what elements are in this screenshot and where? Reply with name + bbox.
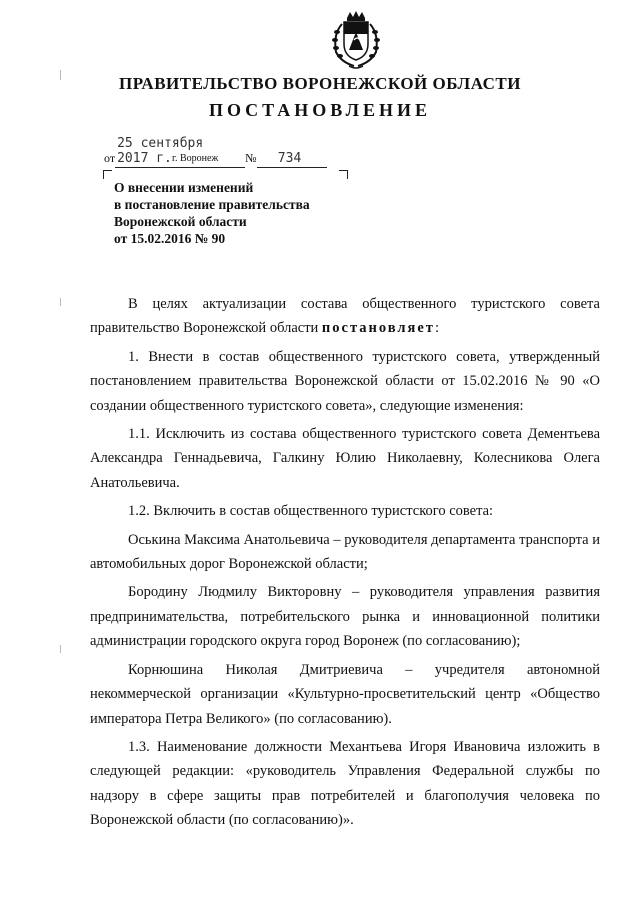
body-paragraph: 1.2. Включить в состав общественного туристского совета: bbox=[128, 503, 494, 520]
date-label: от bbox=[104, 151, 116, 165]
subject-corner-left bbox=[103, 170, 112, 179]
scan-artifact bbox=[60, 645, 61, 653]
number-label: № bbox=[245, 151, 257, 165]
body-paragraph: Корнюшина Николая Дмитриевича – учредителя автономной некоммерческой организации «Культурно-просветительский центр «Общество императора Петра Великого» (по согласованию). bbox=[90, 661, 600, 727]
intro-text: В целях актуализации состава общественного туристского совета правительство Воронежской области bbox=[90, 296, 600, 337]
subject-corner-right bbox=[339, 170, 348, 179]
scan-artifact bbox=[60, 70, 61, 80]
subject-line: О внесении изменений bbox=[114, 180, 254, 195]
body-paragraph: Оськина Максима Анатольевича – руководителя департамента транспорта и автомобильных дорог Воронежской области; bbox=[90, 531, 600, 573]
subject-line: Воронежской области bbox=[114, 214, 247, 229]
body-paragraph: 1.3. Наименование должности Механтьева Игоря Ивановича изложить в следующей редакции: «руководитель Управления Федеральной службы по надзору в сфере защиты прав потребителей и благополучия человека по Воронежской области (по согласованию)». bbox=[90, 738, 600, 829]
subject-line: от 15.02.2016 № 90 bbox=[114, 231, 226, 246]
document-subject bbox=[114, 179, 354, 247]
body-paragraph: 1. Внести в состав общественного туристского совета, утвержденный постановлением правительства Воронежской области от 15.02.2016 № 90 «О создании общественного туристского совета», следующие изменения: bbox=[90, 348, 600, 414]
body-paragraph: Бородину Людмилу Викторовну – руководителя управления развития предпринимательства, потребительского рынка и инновационной политики администрации городского округа город Воронеж (по согласованию); bbox=[90, 584, 600, 650]
government-title: ПРАВИТЕЛЬСТВО ВОРОНЕЖСКОЙ ОБЛАСТИ bbox=[118, 74, 521, 93]
intro-end: : bbox=[434, 320, 439, 337]
document-type-heading: ПОСТАНОВЛЕНИЕ bbox=[208, 100, 432, 120]
document-date: 25 сентября 2017 г. bbox=[115, 136, 245, 168]
intro-paragraph bbox=[90, 292, 600, 341]
document-body bbox=[90, 292, 600, 837]
document-number: 734 bbox=[257, 151, 327, 168]
city-label: г. Воронеж bbox=[172, 153, 219, 164]
body-paragraph: 1.1. Исключить из состава общественного туристского совета Дементьева Александра Геннадьевича, Галкину Юлию Николаевну, Колесникова Олега Анатольевича. bbox=[90, 426, 600, 491]
coat-of-arms-icon bbox=[327, 10, 385, 70]
decree-keyword: постановляет bbox=[321, 320, 435, 337]
subject-line: в постановление правительства bbox=[114, 197, 310, 212]
scan-artifact bbox=[60, 298, 61, 306]
